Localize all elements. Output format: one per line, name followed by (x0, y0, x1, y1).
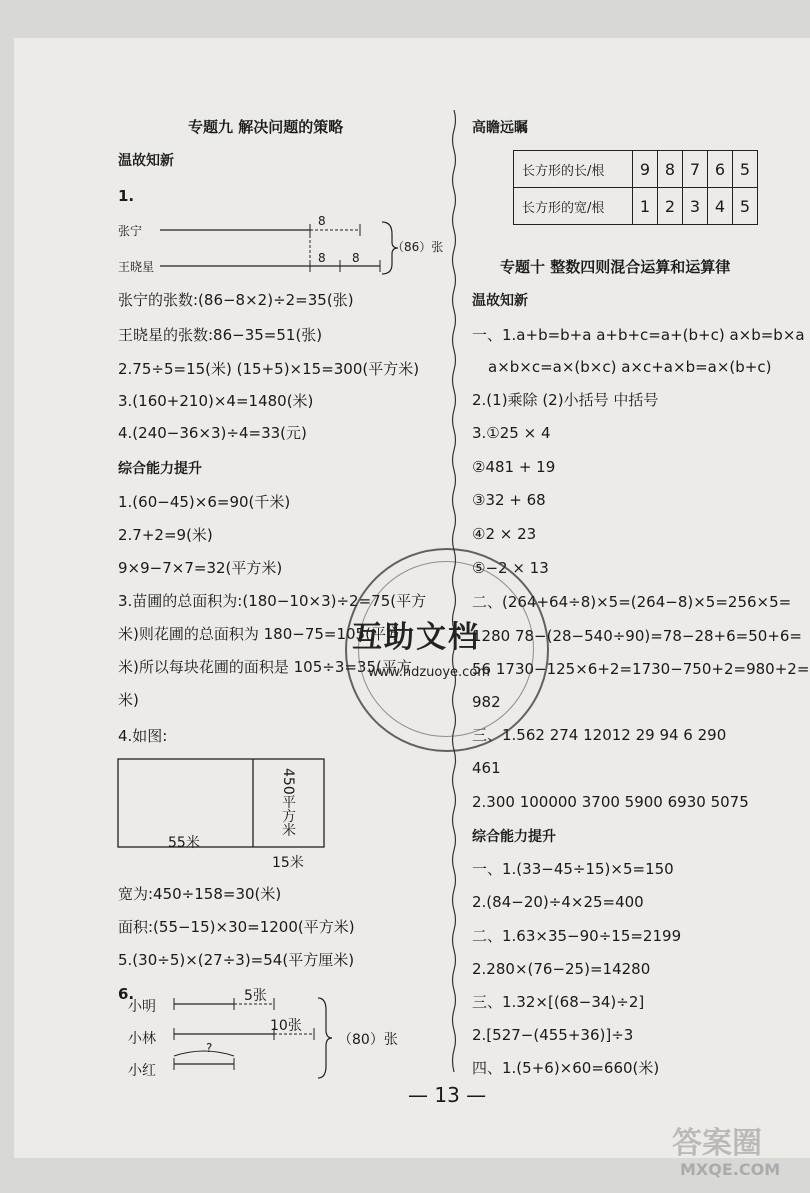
ans-line: 王晓星的张数:86−35=51(张) (118, 326, 323, 344)
ans-line: 1280 78−(28−540÷90)=78−28+6=50+6= (472, 627, 802, 645)
ans-line: 4.如图: (118, 727, 168, 745)
ans-line: 面积:(55−15)×30=1200(平方米) (118, 918, 355, 936)
ans-line: 二、1.63×35−90÷15=2199 (472, 927, 682, 945)
right-section-review: 温故知新 (472, 293, 528, 309)
right-section-ability: 综合能力提升 (472, 829, 556, 845)
d1-seg2: 8 (318, 251, 326, 265)
ans-line: 米)则花圃的总面积为 180−75=105(平方 (118, 625, 401, 643)
d1-name-a: 张宁 (118, 224, 143, 238)
ans-line: 3.①25 × 4 (472, 424, 551, 442)
ans-line: 宽为:450÷158=30(米) (118, 885, 282, 903)
ans-line: 二、(264+64÷8)×5=(264−8)×5=256×5= (472, 593, 792, 611)
d2-area: 450平方米 (280, 768, 296, 837)
ans-line: 3.(160+210)×4=1480(米) (118, 392, 314, 410)
table-cell: 8 (658, 151, 683, 188)
right-section-far: 高瞻远瞩 (472, 120, 528, 136)
table-cell: 6 (708, 151, 733, 188)
d1-total: （86）张 (392, 240, 444, 254)
ans-line: ④2 × 23 (472, 525, 537, 543)
d3-sa: 5张 (244, 988, 267, 1004)
ans-line: 2.300 100000 3700 5900 6930 5075 (472, 793, 749, 811)
right-title: 专题十 整数四则混合运算和运算律 (500, 258, 731, 276)
watermark-url: MXQE.COM (680, 1160, 781, 1179)
table-cell: 7 (683, 151, 708, 188)
page-number: — 13 — (408, 1083, 487, 1107)
ans-line: 4.(240−36×3)÷4=33(元) (118, 424, 307, 442)
q6-label: 6. (118, 985, 135, 1003)
table-cell: 9 (633, 151, 658, 188)
ans-line: 1.(60−45)×6=90(千米) (118, 493, 291, 511)
table-cell: 3 (683, 188, 708, 225)
d3-a: 小明 (128, 999, 156, 1015)
d1-name-b: 王晓星 (118, 260, 155, 274)
table-cell: 2 (658, 188, 683, 225)
ans-line: 56 1730−125×6+2=1730−750+2=980+2= (472, 660, 810, 678)
stamp-url: www.hdzuoye.com (368, 665, 490, 680)
ans-line: 四、1.(5+6)×60=660(米) (472, 1059, 660, 1077)
table-cell: 5 (733, 151, 758, 188)
ans-line: 2.(1)乘除 (2)小括号 中括号 (472, 391, 659, 409)
ans-line: 米)所以每块花圃的面积是 105÷3=35(平方 (118, 658, 412, 676)
watermark-logo: 答案圈 (672, 1126, 762, 1161)
ans-line: 2.280×(76−25)=14280 (472, 960, 651, 978)
ans-line: 三、1.562 274 12012 29 94 6 290 (472, 726, 727, 744)
ans-line: 米) (118, 691, 139, 709)
stamp-text: 互助文档 (352, 620, 480, 655)
ans-line: 一、1.a+b=b+a a+b+c=a+(b+c) a×b=b×a (472, 326, 805, 344)
ans-line: 2.75÷5=15(米) (15+5)×15=300(平方米) (118, 360, 420, 378)
ans-line: 2.(84−20)÷4×25=400 (472, 893, 644, 911)
ans-line: ⑤−2 × 13 (472, 559, 549, 577)
ans-line: ②481 + 19 (472, 458, 556, 476)
ans-line: 461 (472, 759, 501, 777)
table-cell: 长方形的长/根 (514, 151, 633, 188)
ans-line: 2.[527−(455+36)]÷3 (472, 1026, 634, 1044)
d3-sb: 10张 (270, 1018, 302, 1034)
q1-label: 1. (118, 187, 135, 205)
table-cell: 5 (733, 188, 758, 225)
d1-seg3: 8 (352, 251, 360, 265)
table-cell: 1 (633, 188, 658, 225)
ans-line: a×b×c=a×(b×c) a×c+a×b=a×(b+c) (488, 358, 772, 376)
d2-h: 15米 (272, 855, 304, 871)
d3-c: 小红 (128, 1063, 156, 1079)
table-cell: 4 (708, 188, 733, 225)
left-section-ability: 综合能力提升 (118, 461, 202, 477)
ans-line: 2.7+2=9(米) (118, 526, 213, 544)
ans-line: 张宁的张数:(86−8×2)÷2=35(张) (118, 291, 354, 309)
table-row (514, 188, 758, 225)
left-title: 专题九 解决问题的策略 (188, 118, 344, 136)
table-row (514, 151, 758, 188)
ans-line: 3.苗圃的总面积为:(180−10×3)÷2=75(平方 (118, 592, 427, 610)
left-section-review: 温故知新 (118, 153, 174, 169)
ans-line: 9×9−7×7=32(平方米) (118, 559, 283, 577)
d1-seg1: 8 (318, 214, 326, 228)
ans-line: 三、1.32×[(68−34)÷2] (472, 993, 645, 1011)
ans-line: 5.(30÷5)×(27÷3)=54(平方厘米) (118, 951, 355, 969)
ans-line: 982 (472, 693, 501, 711)
d3-sc: ? (206, 1041, 213, 1055)
table-rect (513, 150, 758, 225)
table-cell: 长方形的宽/根 (514, 188, 633, 225)
d3-b: 小林 (128, 1031, 156, 1047)
brace-icon (316, 996, 336, 1080)
d3-total: （80）张 (338, 1032, 398, 1048)
ans-line: ③32 + 68 (472, 491, 546, 509)
ans-line: 一、1.(33−45÷15)×5=150 (472, 860, 674, 878)
d2-w: 55米 (168, 835, 200, 851)
